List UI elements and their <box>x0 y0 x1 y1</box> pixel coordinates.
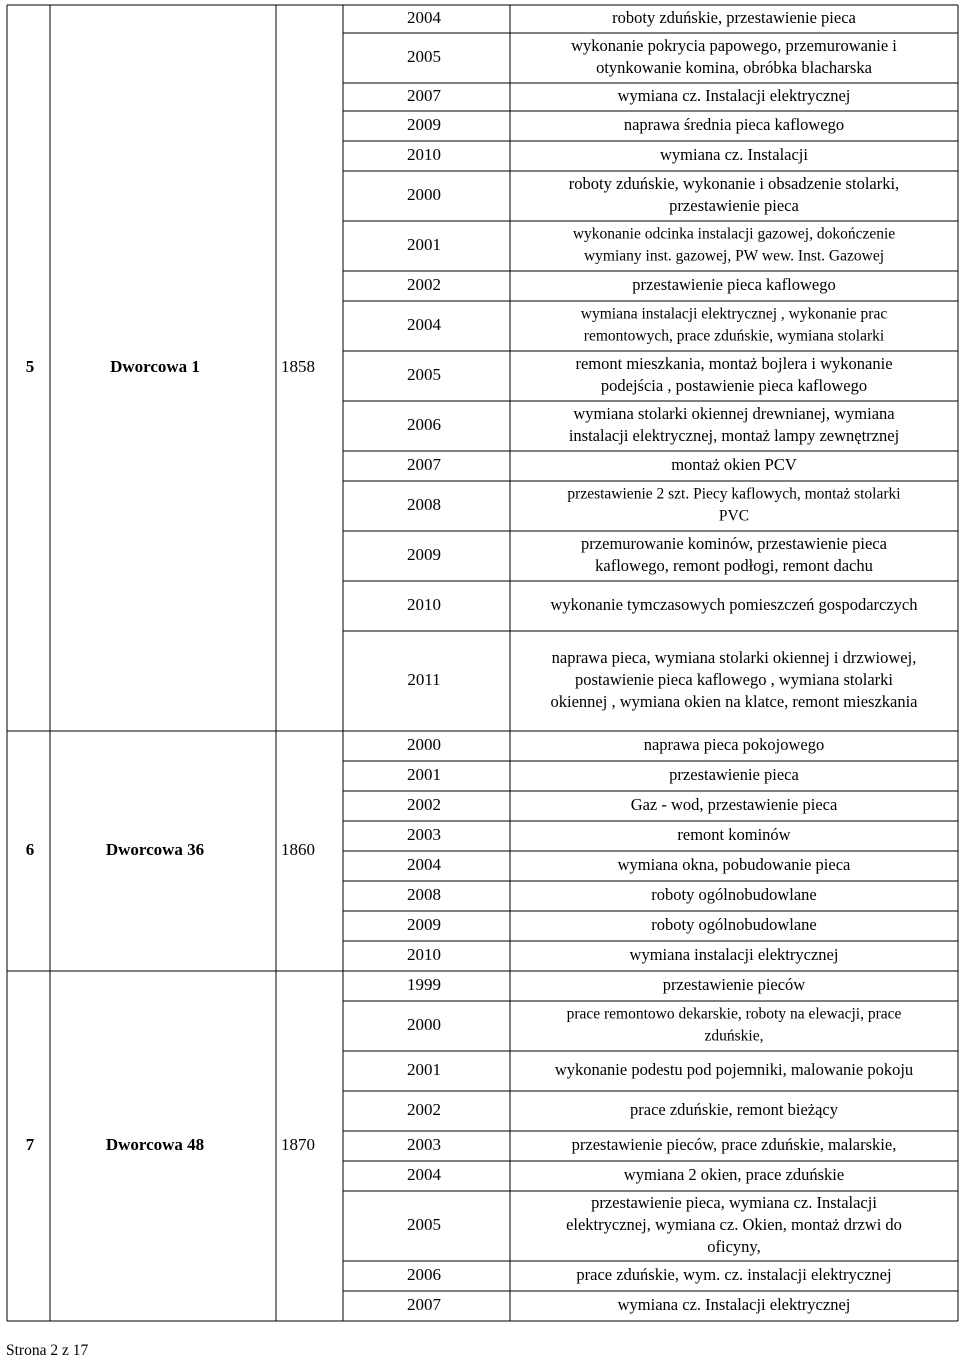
work-description: prace remontowo dekarskie, roboty na elewacji, prace <box>566 1005 902 1023</box>
work-description: wymiana stolarki okiennej drewnianej, wymiana <box>573 403 895 423</box>
year-cell: 2011 <box>407 669 441 689</box>
work-description: wymiana instalacji elektrycznej , wykonanie prac <box>580 305 888 323</box>
work-description: naprawa pieca, wymiana stolarki okiennej i drzwiowej, <box>551 647 917 667</box>
building-number: 7 <box>25 1134 35 1154</box>
year-cell: 2009 <box>407 544 441 564</box>
year-cell: 2009 <box>407 114 441 134</box>
work-description: wymiana cz. Instalacji elektrycznej <box>617 1294 851 1314</box>
work-description: przestawienie pieca kaflowego <box>632 274 836 294</box>
work-description: zduńskie, <box>704 1027 764 1045</box>
year-cell: 2003 <box>407 824 441 844</box>
work-description: instalacji elektrycznej, montaż lampy zewnętrznej <box>568 425 900 445</box>
year-cell: 1999 <box>407 974 441 994</box>
work-description: Gaz - wod, przestawienie pieca <box>630 794 838 814</box>
work-description: wymiana 2 okien, prace zduńskie <box>623 1164 845 1184</box>
work-description: roboty zduńskie, wykonanie i obsadzenie stolarki, <box>568 173 900 193</box>
work-description: otynkowanie komina, obróbka blacharska <box>596 57 872 77</box>
work-description: przestawienie 2 szt. Piecy kaflowych, montaż stolarki <box>567 485 901 503</box>
year-cell: 2004 <box>407 1164 441 1184</box>
year-cell: 2002 <box>407 794 441 814</box>
work-description: wykonanie odcinka instalacji gazowej, dokończenie <box>572 225 896 243</box>
building-street: Dworcowa 1 <box>110 356 200 376</box>
building-street: Dworcowa 48 <box>105 1134 205 1154</box>
work-description: wykonanie tymczasowych pomieszczeń gospodarczych <box>550 594 918 614</box>
work-description: przemurowanie kominów, przestawienie pieca <box>581 533 887 553</box>
year-cell: 2005 <box>407 364 441 384</box>
work-description: przestawienie pieca <box>669 195 799 215</box>
year-cell: 2007 <box>407 1294 441 1314</box>
work-description: remont kominów <box>677 824 791 844</box>
year-cell: 2006 <box>407 1264 441 1284</box>
page-footer: Strona 2 z 17 <box>6 1342 89 1359</box>
year-cell: 2000 <box>407 184 441 204</box>
work-description: podejścia , postawienie pieca kaflowego <box>600 375 868 395</box>
year-cell: 2002 <box>407 274 441 294</box>
work-description: roboty zduńskie, przestawienie pieca <box>612 7 856 27</box>
work-description: remontowych, prace zduńskie, wymiana stolarki <box>583 327 885 345</box>
work-description: naprawa średnia pieca kaflowego <box>623 114 845 134</box>
work-description: postawienie pieca kaflowego , wymiana stolarki <box>575 669 893 689</box>
building-number: 6 <box>25 839 35 859</box>
year-cell: 2001 <box>407 234 441 254</box>
year-cell: 2009 <box>407 914 441 934</box>
work-description: wymiana instalacji elektrycznej <box>629 944 839 964</box>
work-description: wymiany inst. gazowej, PW wew. Inst. Gazowej <box>583 247 885 265</box>
year-cell: 2008 <box>407 884 441 904</box>
building-year-built: 1870 <box>281 1134 315 1154</box>
year-cell: 2007 <box>407 85 441 105</box>
work-description: elektrycznej, wymiana cz. Okien, montaż drzwi do <box>566 1214 902 1234</box>
year-cell: 2004 <box>407 854 441 874</box>
year-cell: 2010 <box>407 594 441 614</box>
work-description: PVC <box>718 507 750 525</box>
work-description: wymiana cz. Instalacji elektrycznej <box>617 85 851 105</box>
work-description: prace zduńskie, remont bieżący <box>630 1099 838 1119</box>
work-description: prace zduńskie, wym. cz. instalacji elektrycznej <box>576 1264 892 1284</box>
building-street: Dworcowa 36 <box>105 839 205 859</box>
work-description: przestawienie pieców, prace zduńskie, malarskie, <box>571 1134 897 1154</box>
year-cell: 2004 <box>407 314 441 334</box>
year-cell: 2000 <box>407 734 441 754</box>
work-description: montaż okien PCV <box>671 454 797 474</box>
year-cell: 2001 <box>407 1059 441 1079</box>
work-description: remont mieszkania, montaż bojlera i wykonanie <box>575 353 893 373</box>
work-description: okiennej , wymiana okien na klatce, remont mieszkania <box>550 691 918 711</box>
building-year-built: 1860 <box>281 839 315 859</box>
year-cell: 2010 <box>407 144 441 164</box>
work-description: przestawienie pieców <box>662 974 806 994</box>
work-description: roboty ogólnobudowlane <box>651 914 817 934</box>
year-cell: 2005 <box>407 1214 441 1234</box>
year-cell: 2010 <box>407 944 441 964</box>
work-description: wymiana okna, pobudowanie pieca <box>617 854 851 874</box>
year-cell: 2001 <box>407 764 441 784</box>
year-cell: 2003 <box>407 1134 441 1154</box>
year-cell: 2002 <box>407 1099 441 1119</box>
year-cell: 2004 <box>407 7 441 27</box>
year-cell: 2006 <box>407 414 441 434</box>
work-description: wykonanie podestu pod pojemniki, malowanie pokoju <box>554 1059 914 1079</box>
work-description: przestawienie pieca <box>669 764 799 784</box>
building-year-built: 1858 <box>281 356 315 376</box>
work-description: wymiana cz. Instalacji <box>660 144 808 164</box>
year-cell: 2007 <box>407 454 441 474</box>
year-cell: 2008 <box>407 494 441 514</box>
building-number: 5 <box>25 356 35 376</box>
work-description: roboty ogólnobudowlane <box>651 884 817 904</box>
work-description: naprawa pieca pokojowego <box>643 734 825 754</box>
work-description: przestawienie pieca, wymiana cz. Instalacji <box>591 1192 877 1212</box>
work-description: oficyny, <box>707 1236 761 1256</box>
year-cell: 2005 <box>407 46 441 66</box>
work-description: wykonanie pokrycia papowego, przemurowanie i <box>571 35 897 55</box>
year-cell: 2000 <box>407 1014 441 1034</box>
work-description: kaflowego, remont podłogi, remont dachu <box>595 555 873 575</box>
